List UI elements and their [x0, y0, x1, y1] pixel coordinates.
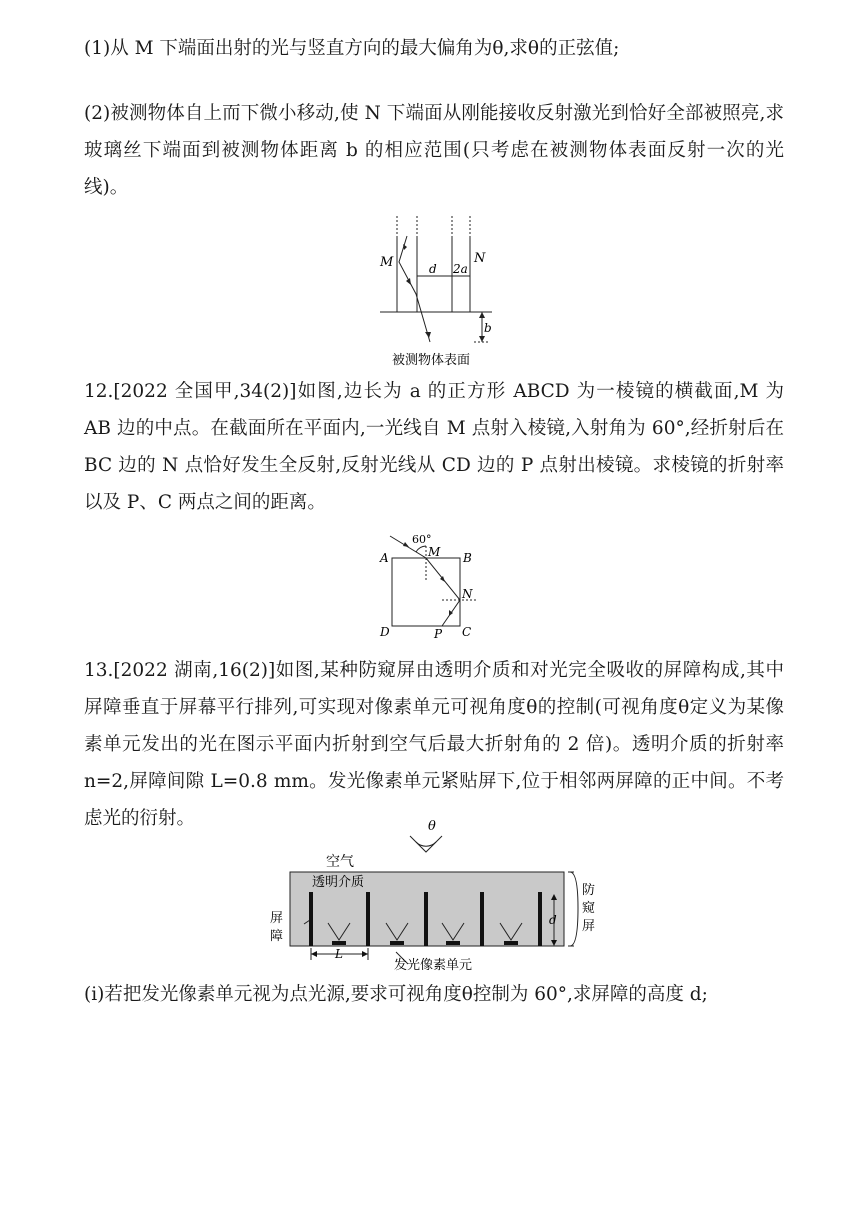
- screen-label-L: L: [335, 947, 343, 961]
- barrier-label-1: 屏: [270, 911, 284, 926]
- prism-label-A: A: [380, 551, 389, 565]
- prism-label-N: N: [462, 587, 473, 601]
- prism-label-M: M: [428, 545, 441, 559]
- barrier-label-2: 障: [270, 929, 284, 944]
- prism-figure: [376, 532, 486, 644]
- air-label: 空气: [326, 854, 354, 870]
- fiber-caption: 被测物体表面: [392, 353, 471, 368]
- prism-label-B: B: [463, 551, 472, 565]
- screen-label-d: d: [549, 913, 557, 927]
- prism-label-P: P: [434, 627, 443, 641]
- prism-label-D: D: [380, 625, 390, 639]
- q13-part1: (i)若把发光像素单元视为点光源,要求可视角度θ控制为 60°,求屏障的高度 d;: [84, 984, 708, 1005]
- pixel-label: 发光像素单元: [394, 958, 473, 972]
- prism-label-C: C: [462, 625, 472, 639]
- q11-part2: (2)被测物体自上而下微小移动,使 N 下端面从刚能接收反射激光到恰好全部被照亮,求玻璃丝下端面到被测物体距离 b 的相应范围(只考虑在被测物体表面反射一次的光线)。: [84, 103, 784, 198]
- screen-label-2: 窥: [582, 901, 596, 916]
- fiber-figure: [370, 214, 500, 374]
- q12-text: 12.[2022 全国甲,34(2)]如图,边长为 a 的正方形 ABCD 为一棱镜的横截面,M 为 AB 边的中点。在截面所在平面内,一光线自 M 点射入棱镜,入射角为 60°,经折射后在 BC 边的 N 点恰好发生全反射,反射光线从 CD 边的 P 点射出棱镜。求棱镜的折射率以及 P、C 两点之间的距离。: [84, 381, 784, 513]
- fiber-label-M: M: [380, 255, 394, 270]
- fiber-label-N: N: [474, 251, 486, 266]
- fiber-label-d: d: [429, 262, 437, 276]
- screen-label-1: 防: [582, 883, 596, 898]
- prism-angle: 60°: [412, 533, 432, 546]
- screen-theta: θ: [428, 819, 436, 834]
- medium-label: 透明介质: [312, 875, 365, 890]
- fiber-label-b: b: [484, 321, 492, 335]
- q11-part1: (1)从 M 下端面出射的光与竖直方向的最大偏角为θ,求θ的正弦值;: [84, 38, 620, 59]
- fiber-label-2a: 2a: [453, 262, 468, 276]
- privacy-screen-figure: [266, 816, 596, 972]
- screen-label-3: 屏: [582, 919, 596, 934]
- q13-text: 13.[2022 湖南,16(2)]如图,某种防窥屏由透明介质和对光完全吸收的屏障构成,其中屏障垂直于屏幕平行排列,可实现对像素单元可视角度θ的控制(可视角度θ定义为某像素单元发出的光在图示平面内折射到空气后最大折射角的 2 倍)。透明介质的折射率 n=2,屏障间隙 L=0.8 mm。发光像素单元紧贴屏下,位于相邻两屏障的正中间。不考虑光的衍射。: [84, 660, 784, 829]
